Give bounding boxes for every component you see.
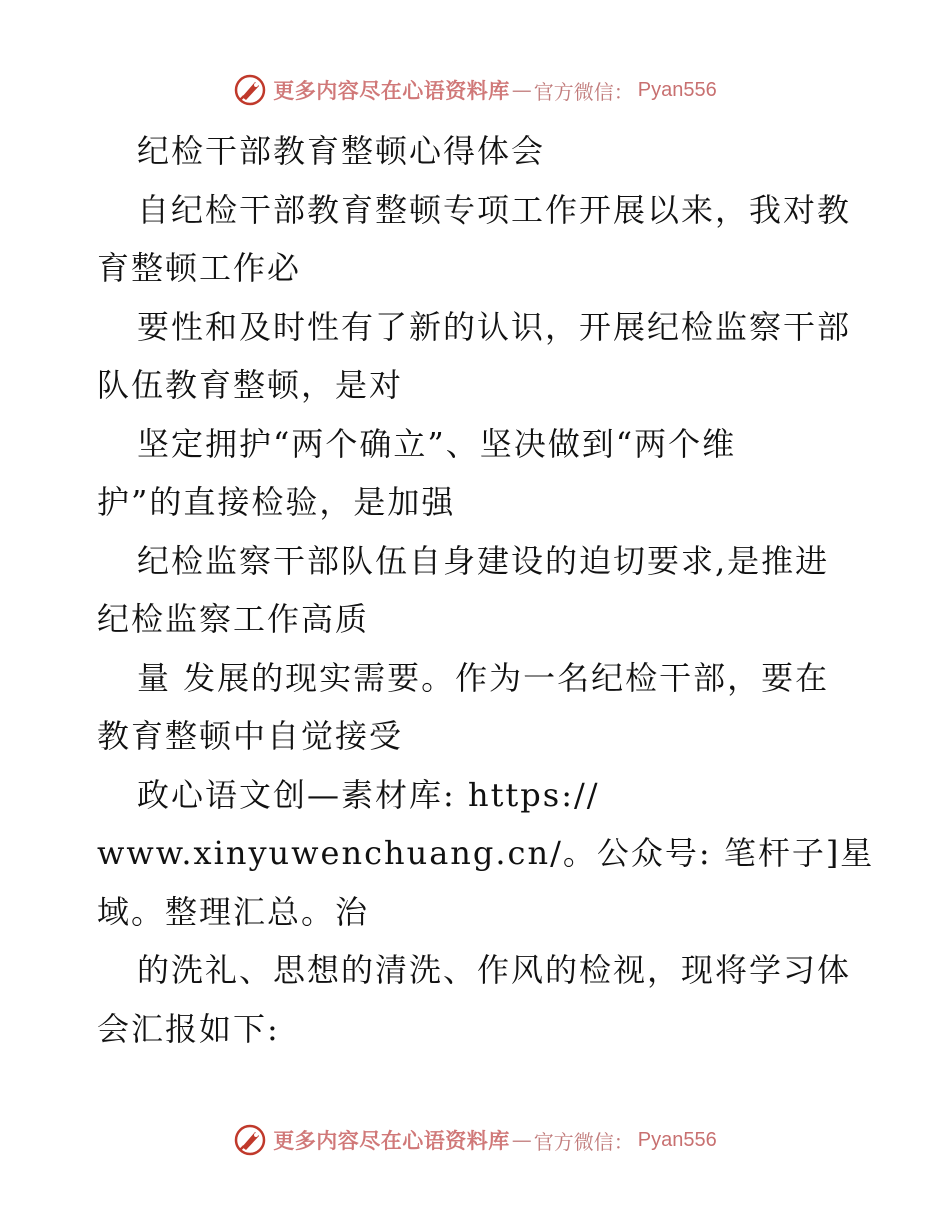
watermark-id: Pyan556 xyxy=(637,1128,717,1151)
text-line: 纪检监察工作高质 xyxy=(97,600,370,638)
document-title: 纪检干部教育整顿心得体会 xyxy=(137,132,546,170)
text-line: 队伍教育整顿，是对 xyxy=(97,366,404,404)
text-line: 政心语文创—素材库: https:// xyxy=(137,775,600,814)
footer-watermark xyxy=(0,1120,950,1160)
text-line: 护”的直接检验，是加强 xyxy=(97,483,456,521)
document-body xyxy=(97,122,875,1058)
watermark-dash: — xyxy=(511,78,532,102)
watermark-dash: — xyxy=(511,1128,532,1152)
text-line: 要性和及时性有了新的认识，开展纪检监察干部 xyxy=(137,307,852,346)
text-line: 自纪检干部教育整顿专项工作开展以来，我对教 xyxy=(137,190,852,229)
watermark-text: 更多内容尽在心语资料库 xyxy=(273,1128,510,1153)
text-line: 量 发展的现实需要。作为一名纪检干部，要在 xyxy=(137,658,830,697)
text-line: 坚定拥护“两个确立”、坚决做到“两个维 xyxy=(137,424,737,463)
watermark-label: 官方微信： xyxy=(533,79,634,104)
pen-nib-logo-icon xyxy=(233,73,267,107)
text-line: 会汇报如下: xyxy=(97,1009,280,1048)
text-line: 纪检监察干部队伍自身建设的迫切要求,是推进 xyxy=(137,541,830,580)
watermark-label: 官方微信： xyxy=(533,1129,634,1154)
header-watermark xyxy=(0,70,950,110)
pen-nib-logo-icon xyxy=(233,1123,267,1157)
text-line: 教育整顿中自觉接受 xyxy=(97,717,404,755)
watermark-text: 更多内容尽在心语资料库 xyxy=(273,78,510,103)
text-line: 育整顿工作必 xyxy=(97,249,302,287)
text-line: 域。整理汇总。治 xyxy=(97,892,370,931)
watermark-id: Pyan556 xyxy=(637,78,717,101)
text-line: www.xinyuwenchuang.cn/。公众号: 笔杆子]星 xyxy=(97,834,875,872)
text-line: 的洗礼、思想的清洗、作风的检视，现将学习体 xyxy=(137,951,852,989)
